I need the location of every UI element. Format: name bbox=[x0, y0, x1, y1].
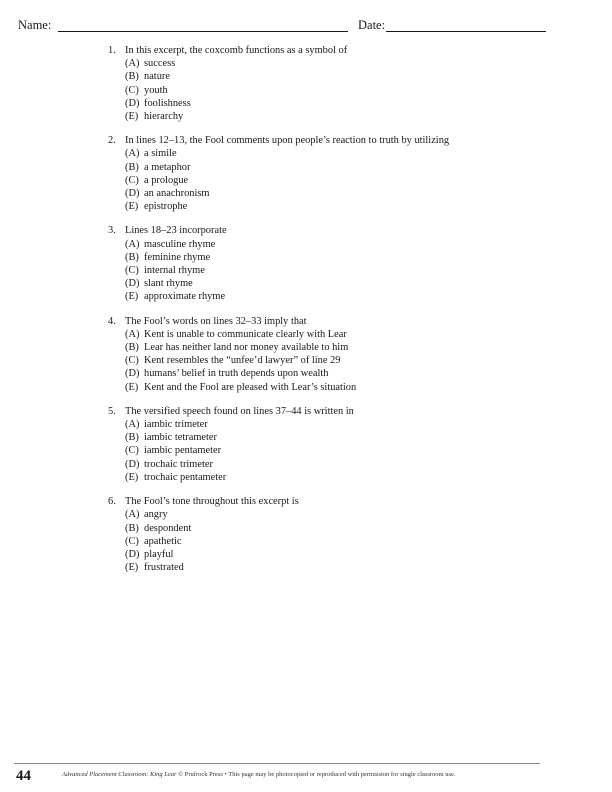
answer-choice bbox=[125, 187, 548, 200]
choice-text: apathetic bbox=[144, 535, 182, 547]
choice-text: iambic tetrameter bbox=[144, 432, 217, 444]
question-stem bbox=[108, 224, 548, 237]
question-number: 4. bbox=[108, 315, 116, 327]
choice-letter: (A) bbox=[125, 148, 140, 160]
choice-letter: (A) bbox=[125, 509, 140, 521]
choice-letter: (B) bbox=[125, 161, 139, 173]
choice-text: internal rhyme bbox=[144, 265, 205, 277]
choice-letter: (E) bbox=[125, 471, 139, 483]
choice-text: masculine rhyme bbox=[144, 238, 216, 250]
answer-choices bbox=[108, 508, 548, 574]
answer-choice bbox=[125, 444, 548, 457]
answer-choice bbox=[125, 251, 548, 264]
choice-text: feminine rhyme bbox=[144, 251, 211, 263]
choice-letter: (B) bbox=[125, 522, 139, 534]
answer-choice bbox=[125, 431, 548, 444]
choice-text: epistrophe bbox=[144, 201, 188, 213]
question-4 bbox=[108, 315, 548, 394]
question-text: In this excerpt, the coxcomb functions as a symbol of bbox=[125, 45, 348, 56]
choice-text: an anachronism bbox=[144, 188, 210, 200]
choice-letter: (A) bbox=[125, 419, 140, 431]
choice-text: hierarchy bbox=[144, 111, 184, 123]
answer-choice bbox=[125, 341, 548, 354]
choice-letter: (E) bbox=[125, 111, 139, 123]
choice-letter: (C) bbox=[125, 174, 139, 186]
choice-letter: (D) bbox=[125, 458, 140, 470]
answer-choice bbox=[125, 57, 548, 70]
question-text: The versified speech found on lines 37–44 is written in bbox=[125, 405, 354, 417]
answer-choice bbox=[125, 561, 548, 574]
question-number: 6. bbox=[108, 496, 116, 508]
choice-letter: (C) bbox=[125, 265, 139, 277]
question-stem bbox=[108, 405, 548, 418]
choice-letter: (C) bbox=[125, 355, 139, 367]
choice-letter: (E) bbox=[125, 381, 139, 393]
answer-choice bbox=[125, 238, 548, 251]
choice-text: Lear has neither land nor money available to him bbox=[144, 342, 349, 354]
answer-choice bbox=[125, 354, 548, 367]
answer-choice bbox=[125, 97, 548, 110]
choice-letter: (D) bbox=[125, 188, 140, 200]
choice-letter: (C) bbox=[125, 84, 139, 96]
answer-choice bbox=[125, 277, 548, 290]
answer-choice bbox=[125, 418, 548, 431]
footer-book-title: Advanced Placement Classroom: King Lear bbox=[62, 771, 177, 778]
question-stem bbox=[108, 44, 548, 57]
answer-choice bbox=[125, 70, 548, 83]
name-label: Name: bbox=[18, 18, 52, 32]
choice-text: despondent bbox=[144, 522, 192, 534]
question-text: Lines 18–23 incorporate bbox=[125, 225, 227, 237]
answer-choice bbox=[125, 161, 548, 174]
answer-choice bbox=[125, 84, 548, 97]
choice-text: playful bbox=[144, 548, 174, 560]
answer-choices bbox=[108, 328, 548, 394]
choice-text: trochaic pentameter bbox=[144, 471, 227, 483]
question-stem bbox=[108, 495, 548, 508]
question-2 bbox=[108, 134, 548, 213]
answer-choice bbox=[125, 290, 548, 303]
answer-choice bbox=[125, 535, 548, 548]
footer-rule bbox=[14, 763, 540, 764]
choice-letter: (B) bbox=[125, 342, 139, 354]
choice-text: angry bbox=[144, 509, 168, 521]
choice-text: slant rhyme bbox=[144, 278, 193, 290]
choice-text: Kent and the Fool are pleased with Lear’s situation bbox=[144, 381, 357, 393]
question-3 bbox=[108, 224, 548, 303]
question-number: 3. bbox=[108, 225, 116, 237]
answer-choice bbox=[125, 174, 548, 187]
choice-letter: (D) bbox=[125, 97, 140, 109]
question-stem bbox=[108, 134, 548, 147]
answer-choice bbox=[125, 522, 548, 535]
date-label: Date: bbox=[358, 18, 386, 32]
choice-letter: (E) bbox=[125, 291, 139, 303]
choice-letter: (E) bbox=[125, 201, 139, 213]
answer-choice bbox=[125, 147, 548, 160]
answer-choice bbox=[125, 367, 548, 380]
question-1 bbox=[108, 44, 548, 123]
question-stem bbox=[108, 315, 548, 328]
question-5 bbox=[108, 405, 548, 484]
name-blank-line bbox=[58, 31, 348, 32]
choice-letter: (C) bbox=[125, 445, 139, 457]
answer-choice bbox=[125, 328, 548, 341]
choice-letter: (A) bbox=[125, 328, 140, 340]
footer-copyright: © Prufrock Press • This page may be photocopied or reproduced with permission for single classroom use. bbox=[176, 771, 456, 778]
choice-letter: (B) bbox=[125, 71, 139, 83]
question-text: In lines 12–13, the Fool comments upon people’s reaction to truth by utilizing bbox=[125, 135, 450, 147]
choice-text: a prologue bbox=[144, 174, 189, 186]
page-number: 44 bbox=[16, 768, 31, 784]
answer-choices bbox=[108, 418, 548, 484]
answer-choice bbox=[125, 200, 548, 213]
answer-choices bbox=[108, 238, 548, 304]
choice-text: humans’ belief in truth depends upon wealth bbox=[144, 368, 329, 380]
answer-choice bbox=[125, 548, 548, 561]
choice-text: foolishness bbox=[144, 97, 191, 109]
choice-text: a simile bbox=[144, 148, 177, 160]
answer-choices bbox=[108, 57, 548, 123]
choice-letter: (C) bbox=[125, 535, 139, 547]
date-blank-line bbox=[386, 31, 546, 32]
question-number: 2. bbox=[108, 135, 116, 147]
choice-text: iambic trimeter bbox=[144, 419, 208, 431]
choice-text: youth bbox=[144, 84, 168, 96]
choice-letter: (A) bbox=[125, 238, 140, 250]
answer-choice bbox=[125, 110, 548, 123]
choice-text: iambic pentameter bbox=[144, 445, 222, 457]
worksheet-header bbox=[18, 17, 548, 35]
choice-text: Kent resembles the “unfee’d lawyer” of line 29 bbox=[144, 355, 341, 367]
choice-text: success bbox=[144, 58, 176, 70]
choice-letter: (D) bbox=[125, 548, 140, 560]
answer-choice bbox=[125, 381, 548, 394]
answer-choice bbox=[125, 264, 548, 277]
question-list bbox=[108, 44, 548, 585]
choice-letter: (D) bbox=[125, 278, 140, 290]
choice-letter: (B) bbox=[125, 251, 139, 263]
answer-choice bbox=[125, 508, 548, 521]
choice-letter: (D) bbox=[125, 368, 140, 380]
choice-text: nature bbox=[144, 71, 170, 83]
question-number: 1. bbox=[108, 45, 116, 56]
choice-letter: (B) bbox=[125, 432, 139, 444]
footer-notice bbox=[62, 770, 456, 780]
answer-choice bbox=[125, 458, 548, 471]
question-text: The Fool’s words on lines 32–33 imply that bbox=[125, 315, 307, 327]
choice-letter: (E) bbox=[125, 562, 139, 574]
choice-text: trochaic trimeter bbox=[144, 458, 213, 470]
choice-text: Kent is unable to communicate clearly with Lear bbox=[144, 328, 347, 340]
question-text: The Fool’s tone throughout this excerpt is bbox=[125, 496, 299, 508]
question-6 bbox=[108, 495, 548, 574]
choice-letter: (A) bbox=[125, 58, 140, 70]
choice-text: approximate rhyme bbox=[144, 291, 226, 303]
answer-choice bbox=[125, 471, 548, 484]
choice-text: a metaphor bbox=[144, 161, 191, 173]
answer-choices bbox=[108, 147, 548, 213]
choice-text: frustrated bbox=[144, 562, 184, 574]
question-number: 5. bbox=[108, 405, 116, 417]
